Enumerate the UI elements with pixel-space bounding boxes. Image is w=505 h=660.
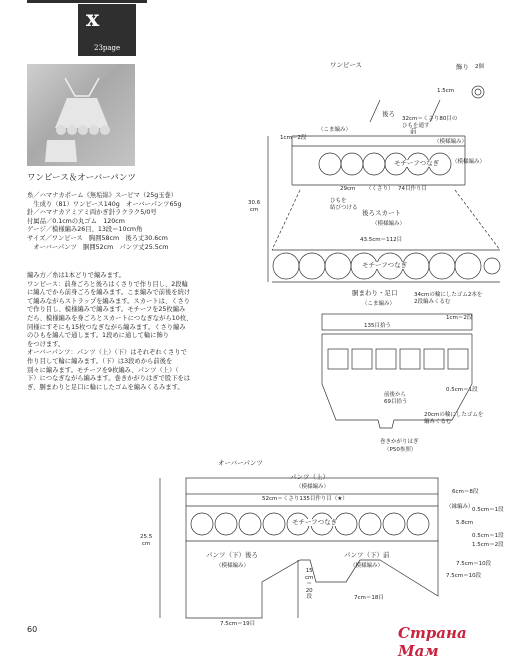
instruction-line: に編んでから前身ごろを編みます。こま編みで前後を続け (27, 289, 191, 297)
front-label: 前 (410, 127, 417, 135)
instruction-line: をつけます。 (27, 340, 65, 348)
instruction-line: で作り目し、模様編みで編みます。モチーフを25枚編み (27, 306, 186, 314)
crotch-height: 15 cm ＝ 20 段 (305, 568, 314, 600)
instruction-line: オーバーパンツ：パンツ（上）（下）はそれぞれくさりで (27, 349, 187, 357)
instruction-line: のひもを編んで通します。1段めに通して輪に飾り (27, 332, 170, 340)
spec-line: ゲージ／模様編み26目、13段＝10cm角 (27, 226, 143, 234)
h-75: 7.5cm＝10段 (456, 561, 492, 567)
skirt-pattern: （模様編み） (372, 221, 406, 227)
bodice-rubber: 34cmの輪にしたゴム2本を 2段編みくるむ (414, 292, 483, 305)
bodice-stitches: 135目拾う (364, 323, 391, 329)
pattern-label-2: （模様編み） (452, 159, 486, 165)
bodice-motif-row (328, 349, 468, 369)
motif-join-label: モチーフつなぎ (394, 159, 440, 167)
instruction-line: 編み方／糸は1本どりで編みます。 (27, 272, 125, 279)
kazari-count: 2個 (475, 64, 484, 70)
edge-pattern: （縁編み） (446, 504, 474, 510)
overpants-total: 25.5 cm (140, 534, 153, 547)
kazari-size: 1.5cm (437, 88, 455, 94)
overpants-motif-join: モチーフつなぎ (292, 518, 338, 526)
kazari-motif (472, 86, 484, 98)
h-05b: 0.5cm＝1段 (472, 533, 504, 539)
h-15: 1.5cm＝2段 (472, 542, 504, 548)
back-lower-label: パンツ（下）後ろ (206, 551, 258, 559)
seam-ref: （P50参照） (384, 447, 417, 453)
header-letter: x (86, 6, 100, 32)
bodice-title: 胴まわり・足口 (352, 289, 398, 297)
spec-line: 付属品／0.1cmの丸ゴム 120cm (27, 217, 125, 225)
page-number: 60 (27, 625, 38, 634)
row-1cm: 1cm＝2段 (280, 135, 307, 141)
instruction-line: ワンピース：前身ごろと後ろはくさりで作り目し、2段輪 (27, 280, 188, 288)
koma-label: （こま編み） (318, 127, 352, 133)
h-05a: 0.5cm＝1段 (472, 507, 504, 513)
spec-line: 生成り（81）ワンピース140g オーバーパンツ65g (27, 200, 182, 208)
instruction-line: ぎ、胴まわりと足口に輪にしたゴムを編みくるみます。 (27, 383, 184, 391)
pattern-label-1: （模様編み） (434, 139, 468, 145)
spec-line: 糸／ハマナカポーム《無垢綿》スーピマ（25g玉巻） (27, 192, 178, 199)
w-right: 7.5cm＝10段 (446, 573, 482, 579)
front-lower-pattern: （模様編み） (350, 563, 384, 569)
string-note: 32cm＝くさり80目の ひもを通す (402, 116, 458, 129)
watermark: Страна Мам (398, 624, 467, 660)
upper-label: パンツ（上） (290, 473, 329, 481)
page-title: ワンピース＆オーバーパンツ (27, 173, 136, 183)
skirt-label: 後ろスカート (362, 209, 401, 217)
bodice-row-1cm: 1cm＝2段 (446, 315, 473, 321)
himo-label: ひもを 結びつける (330, 198, 358, 211)
instruction-line: 下）につなぎながら編みます。巻きかがりはぎで股下をは (27, 375, 191, 383)
dim-29: 29cm (340, 186, 356, 192)
instruction-line: 同様にすそにも15枚つなぎながら編みます。くさり編み (27, 323, 186, 331)
page-ref: 23page (94, 44, 121, 52)
back-label: 後ろ (382, 110, 395, 118)
width-43: 43.5cm＝112目 (360, 237, 403, 243)
instruction-line: 作り目して輪に編みます。（下）は3段めから前後を (27, 357, 173, 365)
overpants-label: オーバーパンツ (218, 459, 263, 467)
rows-74: 74目作り目 (398, 186, 427, 192)
instruction-line: て編みながらストラップを編みます。スカートは、くさり (27, 297, 191, 305)
overpants-width: 52cm＝くさり135目作り目（★） (262, 496, 348, 502)
h-58: 5.8cm (456, 520, 474, 526)
spec-line: サイズ／ワンピース 胸囲58cm 後ろ丈30.6cm (27, 234, 168, 242)
bodice-pickup: 前後から 69目拾う (384, 392, 408, 405)
instruction-line: だら、模様編みを身ごろとスカートにつなぎながら10枚、 (27, 314, 193, 322)
motif-join-label-2: モチーフつなぎ (362, 261, 408, 269)
seam-label: 巻きかがりはぎ (380, 439, 419, 445)
front-lower-label: パンツ（下）前 (344, 551, 390, 559)
w-bottom: 7cm＝18目 (354, 595, 384, 601)
upper-pattern: （模様編み） (296, 484, 330, 490)
spec-line: 針／ハマナカアミアミ両かぎ針ラクラク5/0号 (27, 209, 157, 217)
bodice-row-05: 0.5cm＝1段 (446, 387, 478, 393)
kazari-label: 飾り (456, 63, 469, 71)
spec-line: オーバーパンツ 胴囲52cm パンツ丈25.5cm (27, 243, 169, 251)
back-lower-pattern: （模様編み） (216, 563, 250, 569)
kusari-label: （くさり） (366, 186, 394, 192)
bodice-rubber-2: 20cmの輪にしたゴムを 編みくるむ (424, 412, 484, 425)
w-left: 7.5cm＝19目 (220, 621, 256, 627)
instruction-line: 別々に編みます。モチーフを9枚編み、パンツ（上）（ (27, 366, 179, 374)
bodice-koma: （こま編み） (362, 301, 396, 307)
h-6: 6cm＝8段 (452, 489, 479, 495)
onepiece-label: ワンピース (330, 61, 362, 69)
onepiece-height: 30.6 cm (248, 200, 261, 213)
